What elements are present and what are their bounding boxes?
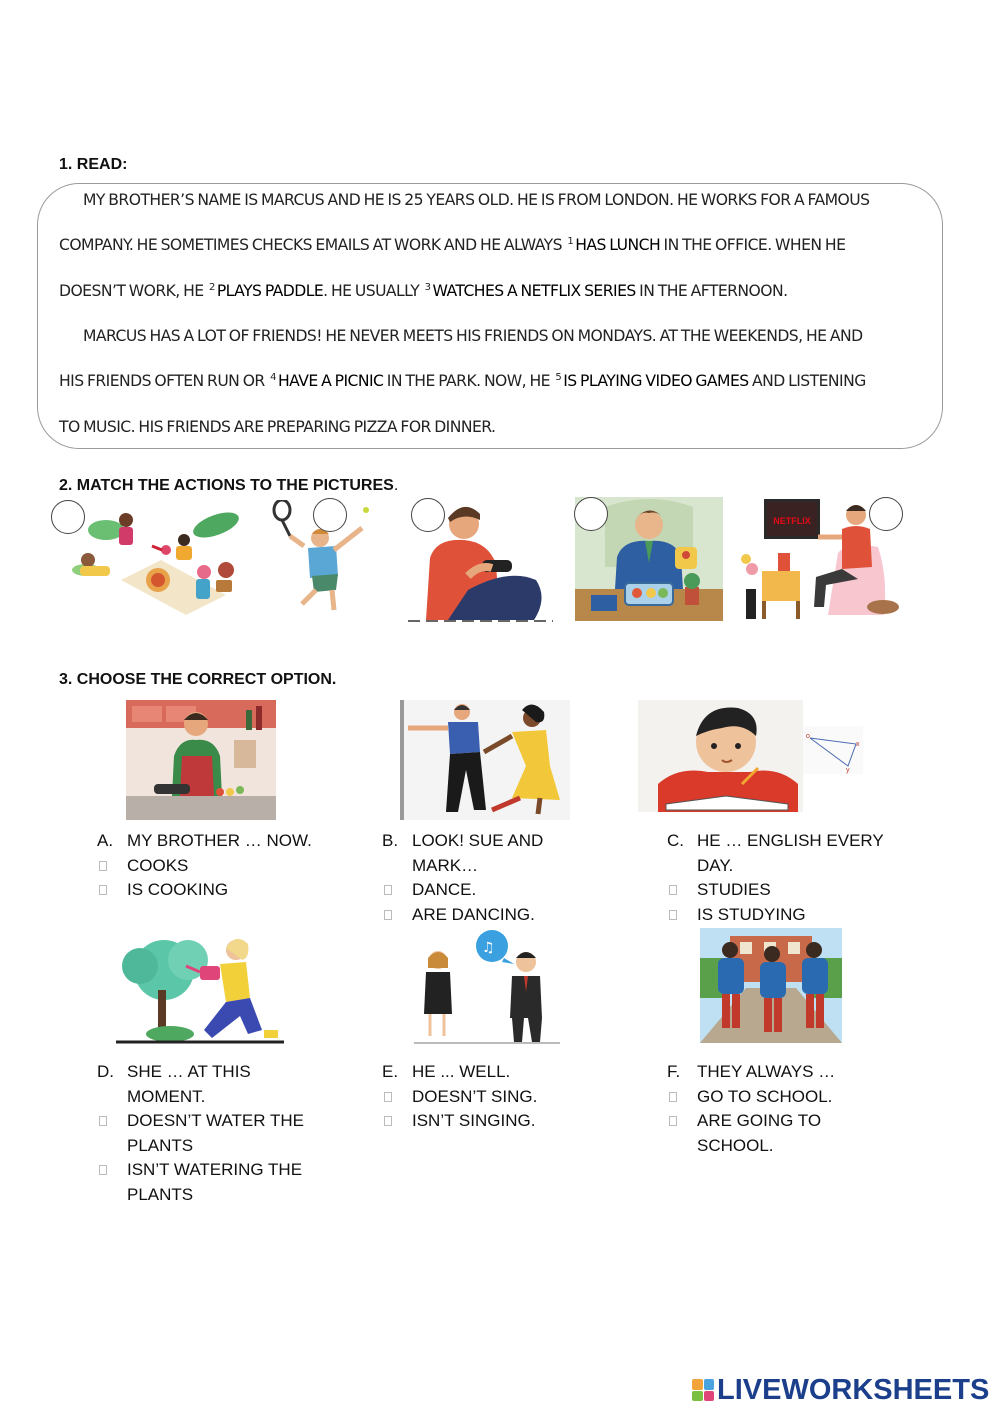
cooking-picture xyxy=(126,700,276,820)
checkbox[interactable] xyxy=(384,885,392,895)
svg-text:x: x xyxy=(856,741,860,748)
answer-4: HAVE A PICNIC xyxy=(277,372,384,390)
checkbox[interactable] xyxy=(384,1116,392,1126)
logo-text: LIVEWORKSHEETS xyxy=(717,1373,990,1406)
checkbox[interactable] xyxy=(669,910,677,920)
match-answer-circle-2[interactable] xyxy=(313,498,347,532)
question-c: C. HE … ENGLISH EVERY DAY. STUDIES IS STUDYING xyxy=(667,829,927,927)
liveworksheets-logo-icon xyxy=(692,1379,714,1401)
checkbox[interactable] xyxy=(384,910,392,920)
section-2-heading: 2. MATCH THE ACTIONS TO THE PICTURES. xyxy=(59,477,399,494)
option-a-2[interactable]: IS COOKING xyxy=(97,878,357,903)
checkbox[interactable] xyxy=(99,885,107,895)
question-b: B. LOOK! SUE AND MARK… DANCE. ARE DANCING. xyxy=(382,829,642,927)
match-answer-circle-1[interactable] xyxy=(51,500,85,534)
singing-picture xyxy=(414,928,560,1046)
match-answer-circle-4[interactable] xyxy=(574,497,608,531)
question-d: D. SHE … AT THIS MOMENT. DOESN’T WATER THE PLANTS ISN’T WATERING THE PLANTS xyxy=(97,1060,357,1207)
svg-text:♫: ♫ xyxy=(482,940,495,956)
watering-picture xyxy=(116,930,286,1045)
option-e-1[interactable]: DOESN’T SING. xyxy=(382,1085,642,1110)
dancing-picture xyxy=(400,700,570,820)
section-3-heading: 3. CHOOSE THE CORRECT OPTION. xyxy=(59,671,337,688)
option-b-1[interactable]: DANCE. xyxy=(382,878,642,903)
svg-text:o: o xyxy=(806,733,810,740)
reading-line-4: MARCUS HAS A LOT OF FRIENDS! HE NEVER MEETS HIS FRIENDS ON MONDAYS. AT THE WEEKENDS, HE AND xyxy=(83,327,863,345)
option-f-1[interactable]: GO TO SCHOOL. xyxy=(667,1085,927,1110)
reading-text-box xyxy=(37,183,943,449)
option-c-1[interactable]: STUDIES xyxy=(667,878,927,903)
liveworksheets-logo[interactable] xyxy=(692,1374,989,1406)
checkbox[interactable] xyxy=(669,885,677,895)
svg-text:y: y xyxy=(846,767,850,774)
option-b-2[interactable]: ARE DANCING. xyxy=(382,903,642,928)
picnic-picture xyxy=(66,500,246,620)
checkbox[interactable] xyxy=(99,1116,107,1126)
blank-number-5: 5 xyxy=(555,372,562,383)
checkbox[interactable] xyxy=(669,1116,677,1126)
option-d-2[interactable]: ISN’T WATERING THE xyxy=(97,1158,357,1183)
netflix-screen-text: NETFLIX xyxy=(773,516,811,526)
blank-number-3: 3 xyxy=(424,282,431,293)
option-c-2[interactable]: IS STUDYING xyxy=(667,903,927,928)
question-e: E. HE ... WELL. DOESN’T SING. ISN’T SINGING. xyxy=(382,1060,642,1134)
question-f: F. THEY ALWAYS … GO TO SCHOOL. ARE GOING TO SCHOOL. xyxy=(667,1060,927,1158)
reading-line-5: HIS FRIENDS OFTEN RUN OR $^4$ HAVE A PICNIC IN THE PARK. NOW, HE $^5$ IS PLAYING VIDEO GAMES AND LISTENING xyxy=(59,372,866,390)
match-answer-circle-3[interactable] xyxy=(411,498,445,532)
section-1-heading: 1. READ: xyxy=(59,156,128,173)
answer-2: PLAYS PADDLE xyxy=(216,282,324,300)
checkbox[interactable] xyxy=(99,861,107,871)
answer-5: IS PLAYING VIDEO GAMES xyxy=(563,372,749,390)
option-f-2[interactable]: ARE GOING TO xyxy=(667,1109,927,1134)
reading-line-6: TO MUSIC. HIS FRIENDS ARE PREPARING PIZZA FOR DINNER. xyxy=(59,418,496,436)
blank-number-1: 1 xyxy=(567,236,574,247)
match-answer-circle-5[interactable] xyxy=(869,497,903,531)
checkbox[interactable] xyxy=(99,1165,107,1175)
answer-3: WATCHES A NETFLIX SERIES xyxy=(432,282,636,300)
checkbox[interactable] xyxy=(669,1092,677,1102)
studying-picture xyxy=(638,700,864,812)
option-d-1[interactable]: DOESN’T WATER THE xyxy=(97,1109,357,1134)
reading-line-2: COMPANY. HE SOMETIMES CHECKS EMAILS AT WORK AND HE ALWAYS $^1$ HAS LUNCH IN THE OFFICE. WHEN HE xyxy=(59,236,846,254)
checkbox[interactable] xyxy=(384,1092,392,1102)
blank-number-2: 2 xyxy=(209,282,215,293)
reading-line-3: DOESN’T WORK, HE $^2$ PLAYS PADDLE. HE USUALLY $^3$ WATCHES A NETFLIX SERIES IN THE AFTERNOON. xyxy=(59,282,788,300)
answer-1: HAS LUNCH xyxy=(575,236,661,254)
reading-line-1: MY BROTHER’S NAME IS MARCUS AND HE IS 25 YEARS OLD. HE IS FROM LONDON. HE WORKS FOR A FAMOUS xyxy=(83,191,870,209)
blank-number-4: 4 xyxy=(270,372,276,383)
option-e-2[interactable]: ISN’T SINGING. xyxy=(382,1109,642,1134)
school-picture xyxy=(700,928,842,1043)
question-a: A. MY BROTHER … NOW. COOKS IS COOKING xyxy=(97,829,357,903)
option-a-1[interactable]: COOKS xyxy=(97,854,357,879)
